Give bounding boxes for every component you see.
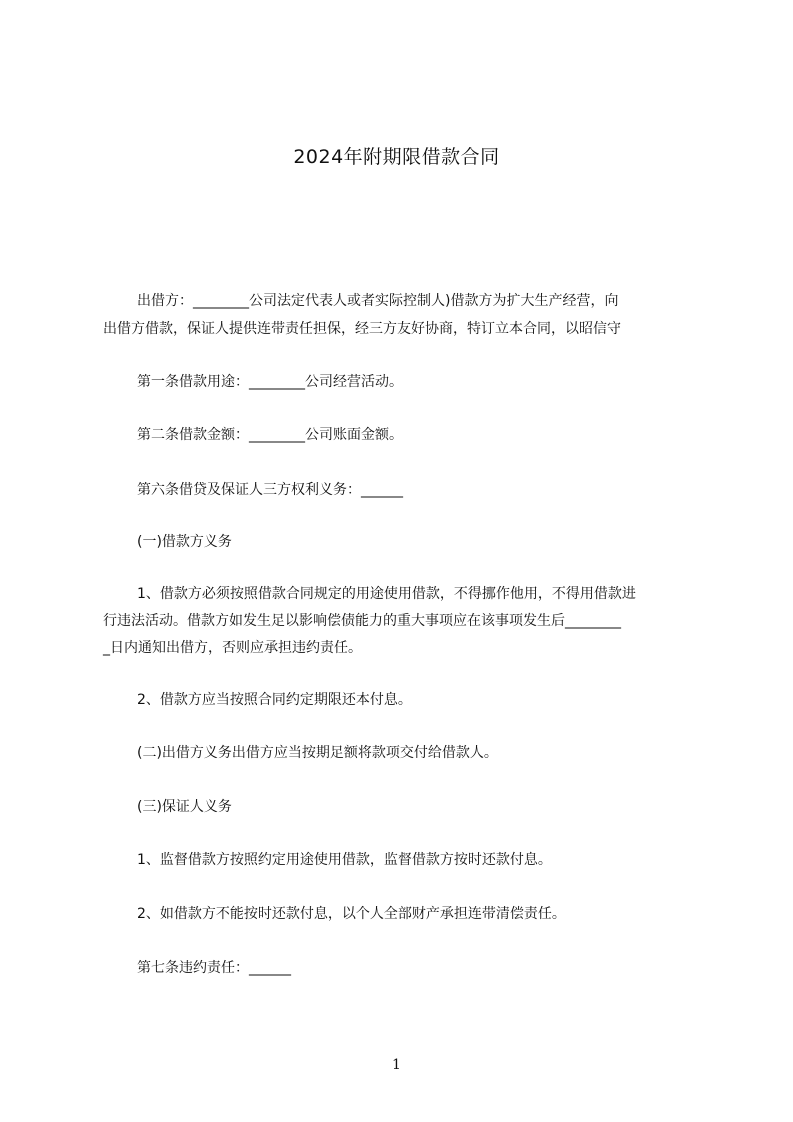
section-1-heading: (一)借款方义务 — [137, 534, 232, 550]
article-2: 第二条借款金额：________公司账面金额。 — [137, 427, 403, 443]
section-3-item-1: 1、监督借款方按照约定用途使用借款，监督借款方按时还款付息。 — [137, 852, 552, 868]
section-1-item-1-line-1: 1、借款方必须按照借款合同规定的用途使用借款，不得挪作他用，不得用借款进 — [137, 586, 636, 602]
intro-line-2: 出借方借款，保证人提供连带责任担保，经三方友好协商，特订立本合同，以昭信守 — [103, 321, 621, 337]
section-1-item-1-line-3: _日内通知出借方，否则应承担违约责任。 — [103, 640, 362, 656]
article-7: 第七条违约责任：______ — [137, 960, 291, 976]
page-number: 1 — [392, 1057, 401, 1073]
section-2: (二)出借方义务出借方应当按期足额将款项交付给借款人。 — [137, 745, 498, 761]
intro-line-1: 出借方：________公司法定代表人或者实际控制人)借款方为扩大生产经营，向 — [137, 293, 619, 309]
article-6: 第六条借贷及保证人三方权利义务：______ — [137, 482, 403, 498]
section-1-item-2: 2、借款方应当按照合同约定期限还本付息。 — [137, 692, 412, 708]
section-3-heading: (三)保证人义务 — [137, 799, 232, 815]
article-1: 第一条借款用途：________公司经营活动。 — [137, 374, 403, 390]
section-3-item-2: 2、如借款方不能按时还款付息，以个人全部财产承担连带清偿责任。 — [137, 906, 566, 922]
document-title: 2024年附期限借款合同 — [293, 146, 500, 168]
section-1-item-1-line-2: 行违法活动。借款方如发生足以影响偿债能力的重大事项应在该事项发生后________ — [103, 613, 621, 629]
